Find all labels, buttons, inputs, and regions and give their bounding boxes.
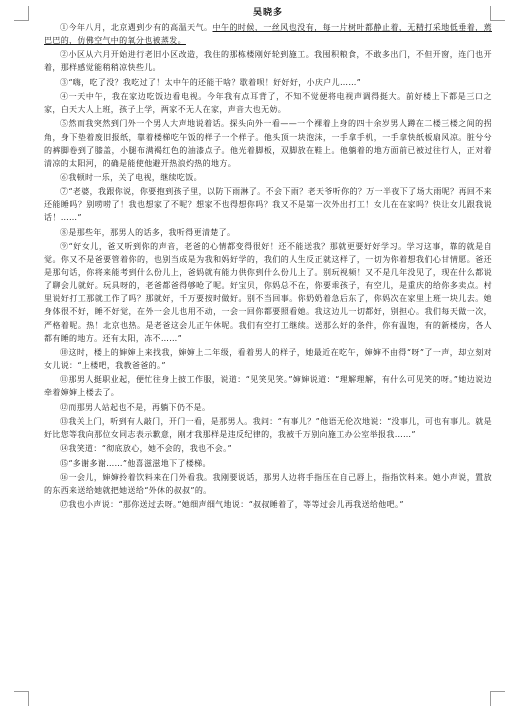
paragraph-p2 [44, 48, 492, 74]
crop-mark-bottom-right [490, 691, 505, 706]
paragraph-p15 [44, 457, 492, 470]
paragraph-p7 [44, 185, 492, 224]
paragraph-p6 [44, 171, 492, 184]
paragraph-p16 [44, 471, 492, 497]
paragraph-text: ⑥我顿时一乐，关了电视，继续吃饭。 [60, 172, 202, 182]
paragraph-p17 [44, 498, 492, 511]
paragraph-p5 [44, 117, 492, 169]
paragraph-p8 [44, 226, 492, 239]
document-title: 吴晓多 [252, 8, 283, 18]
paragraph-text: ⑫而那男人站起也不是，再躺下仍不是。 [60, 402, 211, 412]
paragraph-text: ⑰我也小声说：“那你送过去呀。”她细声细气地说：“叔叔睡着了，等等过会儿再我送给他吧。” [60, 500, 404, 510]
document-body [44, 7, 492, 513]
paragraph-p14 [44, 442, 492, 455]
paragraph-text: ⑦“老婆，我跟你说，你要抱到孩子里，以防下雨淋了。不会下雨？老天爷听你的？万一半夜下了场大雨呢？再回不来还能睡吗？别唠唠了！我也想家了不呢？想家不也得想你吗？我又不是第一次外出打工！女儿在在家吗？快让女儿跟我说话！……” [44, 187, 492, 223]
paragraph-p4 [44, 90, 492, 116]
underlined-sentence: 中午的时候，一丝风也没有，每一片树叶都静止着，无精打采地低垂着，蔫巴巴的，仿佛空气中的氧分也被蒸发。 [44, 23, 492, 46]
paragraph-p1 [44, 21, 492, 47]
paragraph-text: ⑯一会儿，婶婶拎着饮料来在门外看我。我刚要说话，那男人边将手指压在自己唇上，指指饮料来。她小声说，置放的东西来送给她就把她送给“外休的叔叔”的。 [44, 472, 492, 495]
paragraph-text: ⑬我关上门，听到有人敲门，开门一看，是那男人。我问：“有事儿？”他语无伦次地说：“没事儿，可也有事儿。就是好比您等我向那位女同志表示歉意，刚才我那样是违反纪律的，我被千万别向施工办公室举报我……” [44, 416, 492, 440]
paragraph-p9 [44, 240, 492, 345]
paragraph-p12 [44, 401, 492, 414]
paragraph-p11 [44, 373, 492, 399]
paragraph-text: ④一天中午，我在家边吃饭边看电视。今年我有点耳背了，不知不觉便将电视声调得挺大。前好楼上下都是三口之家，白天大人上班，孩子上学，两家不无人在家，声音大也无妨。 [44, 92, 492, 115]
paragraph-p13 [44, 415, 492, 441]
crop-mark-top-right [490, 6, 505, 21]
paragraph-list [44, 21, 492, 511]
paragraph-text: ⑭我笑道：“彻底放心，她不会的，我也不会。” [60, 444, 232, 454]
paragraph-text: ③“嗨，吃了没？我吃过了！太中午的还能干啥？歇着呗！好好好，小庆户儿……” [60, 77, 362, 87]
paragraph-p10 [44, 346, 492, 372]
paragraph-p3 [44, 76, 492, 89]
paragraph-text: ⑪那男人挺职业起，便忙往身上披工作服，说道：“见笑见笑。”婶婶说道：“理解理解，有什么可见笑的呀。”她边说边牵着婶婶上楼去了。 [44, 375, 492, 398]
paragraph-text: ⑧是那些年，那男人的话多，我听得更清楚了。 [60, 227, 236, 237]
crop-mark-bottom-left [14, 691, 29, 706]
crop-mark-top-left [14, 6, 29, 21]
paragraph-text: ⑩这时，楼上的婶婶上来找我，婶婶上二年级，看着男人的样子，她最近在吃午，婶婶不由得“呀”了一声，却立刻对女儿说：“上楼吧，我教爸爸的。” [44, 347, 492, 371]
paragraph-text: ①今年八月，北京遇到少有的高温天气。 [60, 23, 213, 32]
paragraph-text: ②小区从六月开始进行老旧小区改造，我住的那栋楼刚好轮到施工。我囤积粮食，不敢多出门，不但开窗，连门也开着，那样感觉能稍稍凉快些儿。 [44, 50, 492, 73]
paragraph-text: ⑮“多谢多谢……”他喜滋滋地下了楼梯。 [60, 458, 211, 468]
paragraph-text: ⑨“好女儿，爸又听到你的声音，老爸的心情都变得很好！还不能送我？那就更要好好学习。学习这事，靠的就是自觉。你又不是爸要管着你的，也别当成是为我和妈好学的，我们的人生反正就这样了，一切为你着想我们心甘情愿。爸还是那句话，你将来能考到什么份儿上，爸妈就有能力供你到什么份儿上了。别玩视频！又不是几年没见了，现在什么都说了聊会儿就好。玩具呀的，老爸都爸得够呛了呢。好宝贝，你妈总不在，你要乖孩子，有空儿，是重庆的给你多卖点。村里说好打工那就工作了吗？那就好，千万要按时做好。别不当回事。你奶奶着急后东了，你妈次在家里上班一块儿去。她身体很不好，睡不好觉，在外一会儿也用不动，一会一回你都要照看她。我这边儿一切都好，别担心。我们每天做一次，严格着呢。热！北京也热。是老爸这会儿正午休呢。我们有空打工继续。送那么好的条件，你有温饱，有的新楼房，各人都有睡的地方。还有太阳，冻不……” [44, 242, 492, 343]
paragraph-text: ⑤然而我突然到门外一个男人大声地说着话。探头向外一看——一个裸着上身的四十余岁男人蹲在二楼三楼之间的拐角，身下垫着废旧报纸，靠着楼梯吃午饭的样子一个样子。他头顶一块泡沫，一手拿手机，一手拿快纸板扇风凉。脏兮兮的裤脚卷到了膝盖，小腿布满褐红色的油漆点子。他光着脚板，双脚放在鞋上。他躺着的地方面前已被过往行人，正对着清凉的太阳河，的确是能使他避开热浪灼热的地方。 [44, 119, 492, 168]
